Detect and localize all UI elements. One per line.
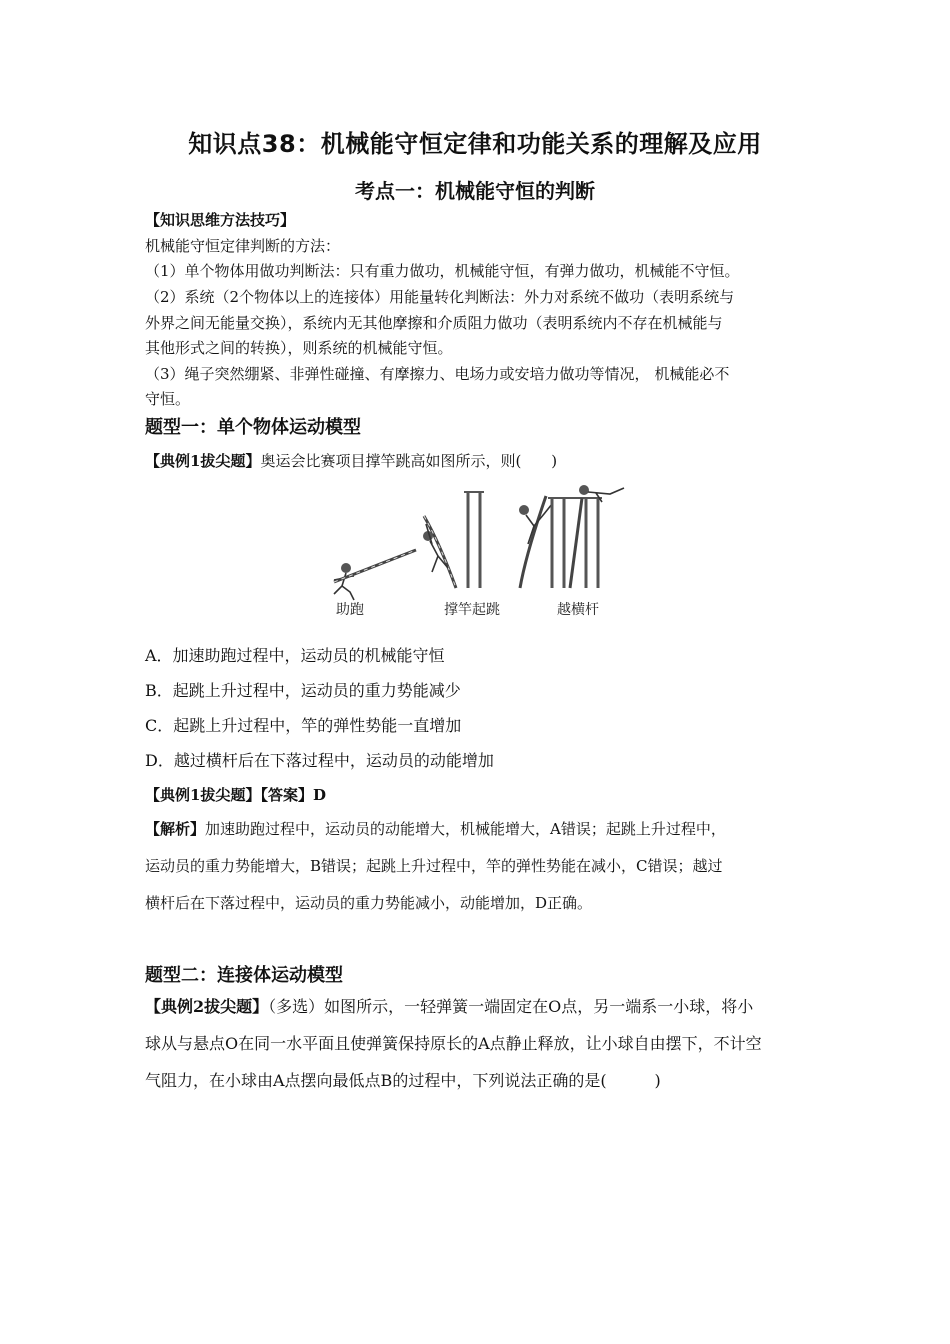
- bar-clearance-illustration: [519, 485, 624, 588]
- figure-label-takeoff: 撑竿起跳: [444, 602, 500, 618]
- figure-label-clearance: 越横杆: [557, 602, 599, 618]
- example-2-text-1: （多选）如图所示，一轻弹簧一端固定在O点，另一端系一小球，将小: [268, 997, 754, 1016]
- runner-illustration: [334, 550, 416, 600]
- page-title: 知识点38：机械能守恒定律和功能关系的理解及应用: [188, 130, 762, 158]
- option-c: C．起跳上升过程中，竿的弹性势能一直增加: [145, 716, 462, 735]
- method-rule-3-line-1: （3）绳子突然绷紧、非弹性碰撞、有摩擦力、电场力或安培力做功等情况， 机械能必不: [145, 365, 730, 383]
- pole-vault-figure: [320, 484, 640, 624]
- method-rule-2-line-2: 外界之间无能量交换），系统内无其他摩擦和介质阻力做功（表明系统内不存在机械能与: [145, 314, 723, 332]
- method-header: 【知识思维方法技巧】: [145, 211, 296, 229]
- analysis-text-1: 加速助跑过程中，运动员的动能增大，机械能增大，A错误；起跳上升过程中，: [205, 820, 726, 838]
- example-2-line-2: 球从与悬点O在同一水平面且使弹簧保持原长的A点静止释放，让小球自由摆下，不计空: [145, 1034, 762, 1053]
- analysis-line-3: 横杆后在下落过程中，运动员的重力势能减小，动能增加，D正确。: [145, 894, 593, 912]
- example-2-line-3: 气阻力，在小球由A点摆向最低点B的过程中，下列说法正确的是( ): [145, 1071, 661, 1090]
- takeoff-illustration: [423, 492, 484, 588]
- type-1-heading: 题型一：单个物体运动模型: [145, 417, 361, 438]
- example-1-tag: 【典例1拔尖题】: [145, 452, 261, 470]
- method-rule-2-line-1: （2）系统（2个物体以上的连接体）用能量转化判断法：外力对系统不做功（表明系统与: [145, 288, 735, 306]
- method-rule-1: （1）单个物体用做功判断法：只有重力做功，机械能守恒，有弹力做功，机械能不守恒。: [145, 262, 740, 280]
- answer-line: 【典例1拔尖题】【答案】D: [145, 786, 326, 804]
- type-2-heading: 题型二：连接体运动模型: [145, 965, 343, 986]
- option-b: B．起跳上升过程中，运动员的重力势能减少: [145, 681, 461, 700]
- example-2-tag: 【典例2拔尖题】: [145, 997, 269, 1016]
- example-1-text: 奥运会比赛项目撑竿跳高如图所示，则( ): [260, 452, 558, 470]
- method-rule-2-line-3: 其他形式之间的转换），则系统的机械能守恒。: [145, 339, 453, 357]
- example-2-line-1: [145, 997, 810, 1017]
- method-intro: 机械能守恒定律判断的方法：: [145, 237, 341, 255]
- figure-label-runup: 助跑: [336, 602, 364, 618]
- method-rule-3-line-2: 守恒。: [145, 390, 191, 408]
- example-1-question: [145, 451, 810, 471]
- option-a: A．加速助跑过程中，运动员的机械能守恒: [145, 646, 445, 665]
- option-d: D．越过横杆后在下落过程中，运动员的动能增加: [145, 751, 494, 770]
- analysis-line-2: 运动员的重力势能增大，B错误；起跳上升过程中，竿的弹性势能在减小，C错误；越过: [145, 857, 723, 875]
- analysis-tag: 【解析】: [145, 820, 206, 838]
- analysis-line-1: [145, 819, 810, 839]
- section-subtitle: 考点一：机械能守恒的判断: [355, 179, 595, 203]
